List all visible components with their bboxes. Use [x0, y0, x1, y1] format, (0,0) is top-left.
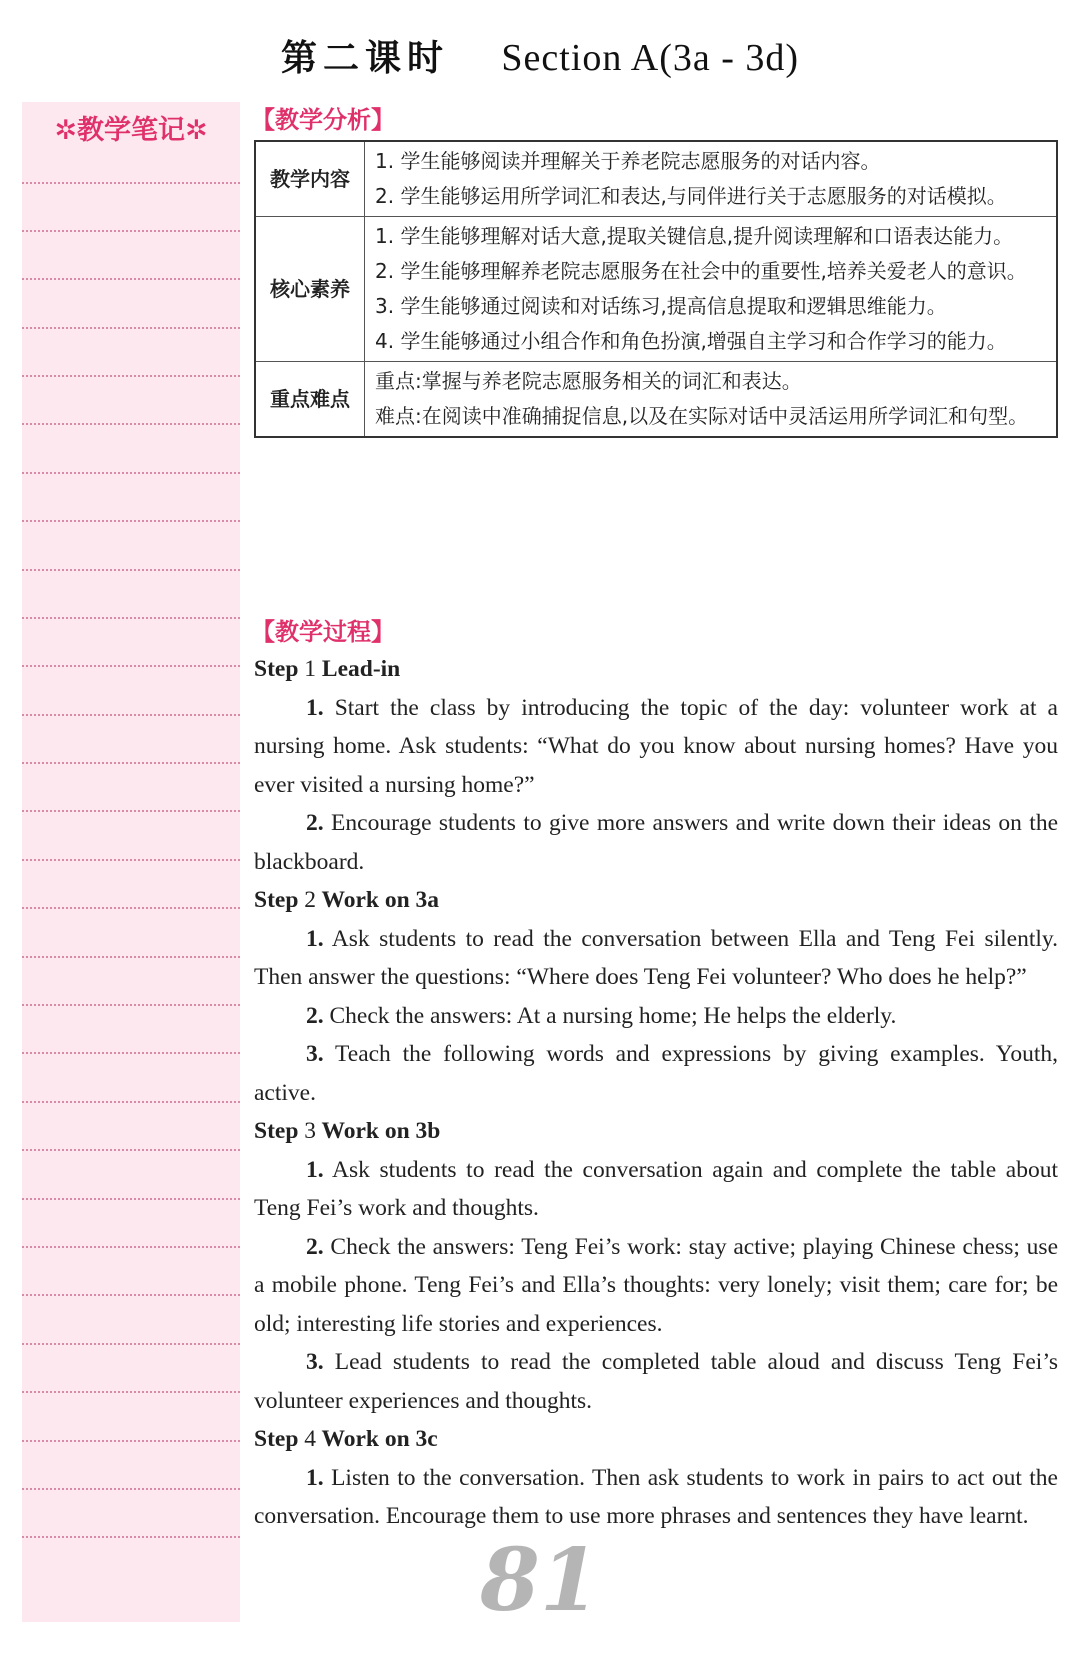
- note-line: [22, 472, 240, 474]
- list-item: 3. 学生能够通过阅读和对话练习,提高信息提取和逻辑思维能力。: [375, 294, 947, 318]
- note-line: [22, 520, 240, 522]
- item-text: Check the answers: At a nursing home; He helps the elderly.: [329, 1002, 897, 1029]
- note-line: [22, 375, 240, 377]
- item-number: 3.: [306, 1041, 324, 1067]
- note-line: [22, 810, 240, 812]
- note-line: [22, 1149, 240, 1151]
- step-title: Work on 3a: [321, 887, 440, 913]
- item-number: 2.: [306, 810, 324, 836]
- note-line: [22, 569, 240, 571]
- list-item: 难点:在阅读中准确捕捉信息,以及在实际对话中灵活运用所学词汇和句型。: [375, 404, 1029, 428]
- note-line: [22, 1198, 240, 1200]
- step-heading: [254, 650, 1058, 689]
- step-paragraph: [254, 1151, 1058, 1228]
- note-line: [22, 1488, 240, 1490]
- item-text: Lead students to read the completed table aloud and discuss Teng Fei’s volunteer experiences and thoughts.: [254, 1349, 1058, 1414]
- note-line: [22, 327, 240, 329]
- step-heading: [254, 881, 1058, 920]
- item-text: Check the answers: Teng Fei’s work: stay active; playing Chinese chess; use a mobile phone. Teng Fei’s and Ella’s thoughts: very lonely; visit them; care for; be old; interesting life stories and experiences.: [254, 1233, 1059, 1337]
- item-number: 1.: [306, 694, 324, 721]
- item-number: 2.: [306, 1233, 324, 1260]
- page-number: 81: [480, 1530, 600, 1631]
- step-paragraph: [254, 689, 1058, 805]
- step-heading: [254, 1112, 1058, 1151]
- table-row: [255, 141, 1057, 217]
- item-text: Ask students to read the conversation again and complete the table about Teng Fei’s work and thoughts.: [254, 1156, 1058, 1221]
- note-line: [22, 1536, 240, 1538]
- note-line: [22, 182, 240, 184]
- item-number: 1.: [306, 1156, 324, 1183]
- row-content: [365, 217, 1058, 362]
- list-item: 2. 学生能够理解养老院志愿服务在社会中的重要性,培养关爱老人的意识。: [375, 259, 1027, 283]
- step-word: Step: [254, 887, 299, 913]
- note-line: [22, 762, 240, 764]
- step-paragraph: [254, 997, 1058, 1036]
- list-item: 4. 学生能够通过小组合作和角色扮演,增强自主学习和合作学习的能力。: [375, 329, 1007, 353]
- note-line: [22, 617, 240, 619]
- item-number: 1.: [306, 925, 324, 952]
- process-body: [254, 650, 1058, 1536]
- item-number: 2.: [306, 1002, 324, 1029]
- list-item: 2. 学生能够运用所学词汇和表达,与同伴进行关于志愿服务的对话模拟。: [375, 184, 1007, 208]
- note-line: [22, 1052, 240, 1054]
- lesson-label: 第二课时: [280, 38, 449, 79]
- note-line: [22, 1391, 240, 1393]
- step-number: 2: [304, 887, 317, 913]
- note-line: [22, 1101, 240, 1103]
- note-line: [22, 1246, 240, 1248]
- note-line: [22, 1004, 240, 1006]
- step-word: Step: [254, 1118, 299, 1144]
- analysis-table: [254, 140, 1058, 438]
- page-title: [0, 30, 1080, 81]
- note-line: [22, 956, 240, 958]
- table-row: [255, 217, 1057, 362]
- item-text: Encourage students to give more answers and write down their ideas on the blackboard.: [254, 810, 1059, 875]
- row-content: [365, 141, 1058, 217]
- process-heading: 【教学过程】: [251, 618, 395, 646]
- table-row: [255, 362, 1057, 438]
- section-label: Section A(3a - 3d): [501, 37, 800, 79]
- item-text: Start the class by introducing the topic of the day: volunteer work at a nursing home. Ask students: “What do you know about nursing homes? Have you ever visited a nursing home?”: [254, 694, 1058, 798]
- step-title: Work on 3b: [321, 1118, 441, 1144]
- row-label: 重点难点: [255, 362, 365, 438]
- step-word: Step: [254, 656, 299, 682]
- notes-sidebar-title: ✲教学笔记✲: [54, 115, 208, 146]
- step-title: Work on 3c: [321, 1426, 438, 1452]
- note-line: [22, 230, 240, 232]
- item-number: 3.: [306, 1349, 324, 1375]
- step-word: Step: [254, 1426, 299, 1452]
- note-line: [22, 859, 240, 861]
- note-line: [22, 714, 240, 716]
- step-title: Lead-in: [321, 656, 401, 682]
- note-line: [22, 907, 240, 909]
- step-paragraph: [254, 920, 1058, 997]
- note-line: [22, 1343, 240, 1345]
- item-text: Ask students to read the conversation between Ella and Teng Fei silently. Then answer the questions: “Where does Teng Fei volunteer? Who does he help?”: [254, 925, 1058, 990]
- step-heading: [254, 1420, 1058, 1459]
- notes-sidebar: [22, 102, 240, 1622]
- list-item: 重点:掌握与养老院志愿服务相关的词汇和表达。: [375, 369, 802, 393]
- step-paragraph: [254, 1459, 1058, 1536]
- item-text: Listen to the conversation. Then ask students to work in pairs to act out the conversation. Encourage them to use more phrases and sentences they have learnt.: [254, 1464, 1058, 1529]
- analysis-heading: 【教学分析】: [251, 106, 395, 134]
- list-item: 1. 学生能够理解对话大意,提取关键信息,提升阅读理解和口语表达能力。: [375, 224, 1014, 248]
- note-line: [22, 665, 240, 667]
- note-line: [22, 1294, 240, 1296]
- step-paragraph: [254, 1343, 1058, 1420]
- step-paragraph: [254, 1228, 1058, 1344]
- row-label: 教学内容: [255, 141, 365, 217]
- step-number: 4: [304, 1426, 317, 1452]
- item-text: Teach the following words and expressions by giving examples. Youth, active.: [254, 1041, 1059, 1106]
- list-item: 1. 学生能够阅读并理解关于养老院志愿服务的对话内容。: [375, 149, 881, 173]
- note-line: [22, 1440, 240, 1442]
- step-paragraph: [254, 1035, 1058, 1112]
- step-number: 3: [304, 1118, 317, 1144]
- note-line: [22, 278, 240, 280]
- note-line: [22, 423, 240, 425]
- step-paragraph: [254, 804, 1058, 881]
- row-content: [365, 362, 1058, 438]
- step-number: 1: [304, 656, 317, 682]
- row-label: 核心素养: [255, 217, 365, 362]
- item-number: 1.: [306, 1464, 324, 1491]
